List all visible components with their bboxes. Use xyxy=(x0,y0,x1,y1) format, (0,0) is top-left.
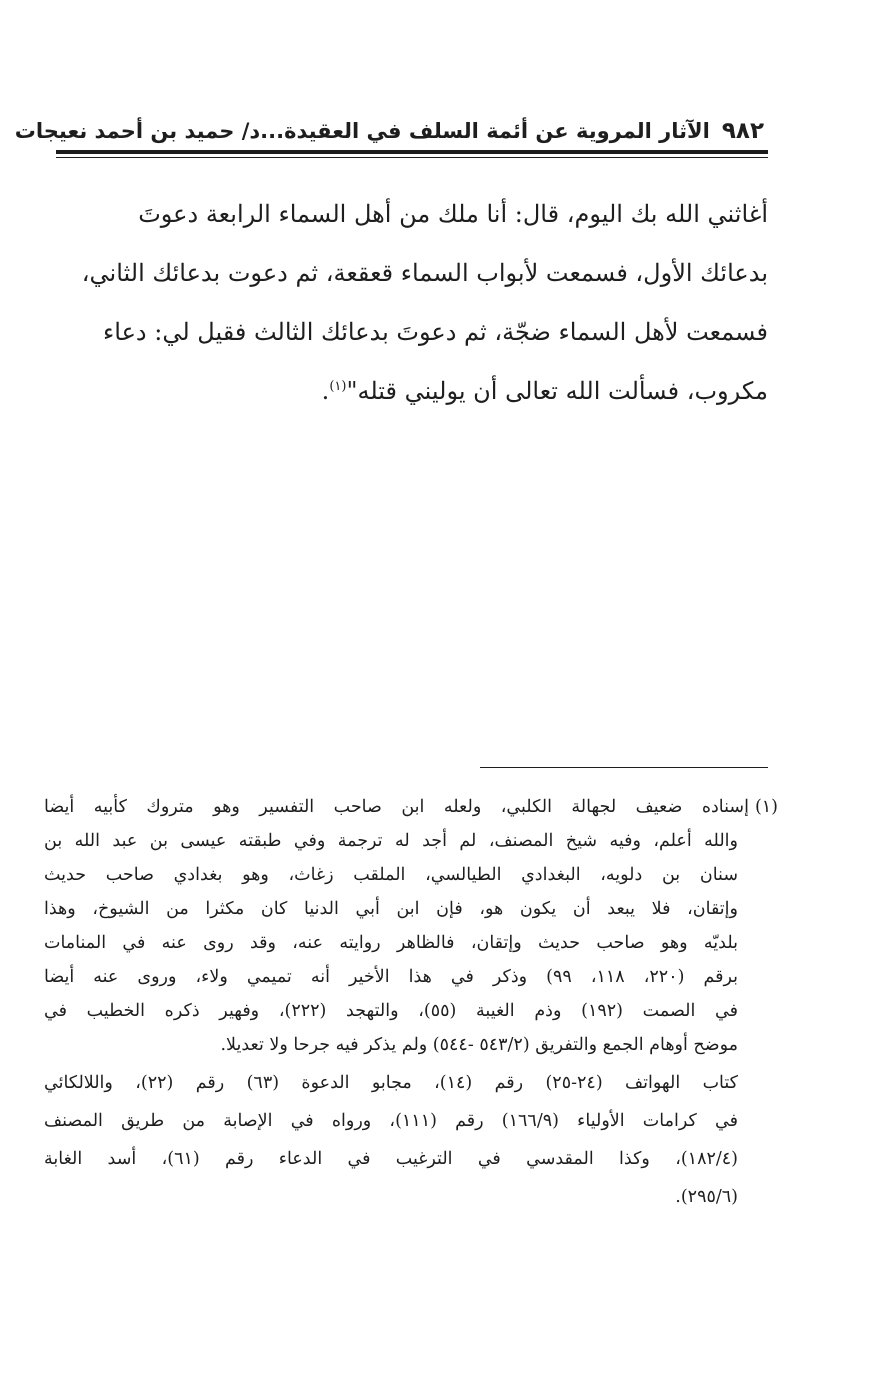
footnote-reference: (١) xyxy=(329,379,347,394)
footnote-line: وإتقان، فلا يبعد أن يكون هو، فإن ابن أبي الدنيا كان مكثرا من الشيوخ، وهذا xyxy=(44,899,738,919)
main-text-line: مكروب، فسألت الله تعالى أن يوليني قتله" xyxy=(346,377,768,405)
main-text-line-last xyxy=(46,362,768,421)
main-text-line: أغاثني الله بك اليوم، قال: أنا ملك من أهل السماء الرابعة دعوتَ xyxy=(138,200,768,228)
footnotes xyxy=(44,790,778,1216)
footnote-line: موضح أوهام الجمع والتفريق (٥٤٣/٢ -٥٤٤) ولم يذكر فيه جرحا ولا تعديلا. xyxy=(220,1035,738,1055)
footnote-line: بلديّه وهو صاحب حديث وإتقان، فالظاهر روايته عنه، وقد روى عنه في المنامات xyxy=(44,933,738,953)
header-rule-thick xyxy=(56,150,768,154)
footnote-line-text: إسناده ضعيف لجهالة الكلبي، ولعله ابن صاحب التفسير وهو متروك كأبيه أيضا xyxy=(44,797,749,817)
header-rule-thin xyxy=(56,157,768,158)
footnote-marker: (١) xyxy=(754,797,778,817)
footnote-line: في كرامات الأولياء (١٦٦/٩) رقم (١١١)، ورواه في الإصابة من طريق المصنف xyxy=(44,1111,738,1131)
footnote-1 xyxy=(44,790,778,1216)
footnote-line xyxy=(44,790,778,824)
footnote-line: كتاب الهواتف (٢٤-٢٥) رقم (١٤)، مجابو الدعوة (٦٣) رقم (٢٢)، واللالكائي xyxy=(44,1073,738,1093)
closing-punctuation: . xyxy=(321,377,330,405)
footnote-separator xyxy=(480,767,768,768)
footnote-sources xyxy=(44,1064,778,1216)
footnote-line: برقم (٢٢٠، ١١٨، ٩٩) وذكر في هذا الأخير أنه تميمي ولاء، وروى عنه أيضا xyxy=(44,967,738,987)
main-text-line: بدعائك الأول، فسمعت لأبواب السماء قعقعة، ثم دعوت بدعائك الثاني، xyxy=(81,259,768,287)
running-header xyxy=(14,112,764,150)
footnote-line: في الصمت (١٩٢) وذم الغيبة (٥٥)، والتهجد (٢٢٢)، وفهير ذكره الخطيب في xyxy=(44,1001,738,1021)
footnote-line: (٢٩٥/٦). xyxy=(675,1187,738,1207)
footnote-line: والله أعلم، وفيه شيخ المصنف، لم أجد له ترجمة وفي طبقته عيسى بن عبد الله بن xyxy=(44,831,738,851)
page-number: ٩٨٢ xyxy=(721,118,764,144)
main-text-line: فسمعت لأهل السماء ضجّة، ثم دعوتَ بدعائك الثالث فقيل لي: دعاء xyxy=(103,318,768,346)
footnote-line: (١٨٢/٤)، وكذا المقدسي في الترغيب في الدعاء رقم (٦١)، أسد الغابة xyxy=(44,1149,738,1169)
main-text xyxy=(46,185,768,421)
footnote-line: سنان بن دلويه، البغدادي الطيالسي، الملقب زغاث، وهو بغدادي صاحب حديث xyxy=(44,865,738,885)
running-title: الآثار المروية عن أئمة السلف في العقيدة...د/ حميد بن أحمد نعيجات xyxy=(14,119,710,143)
